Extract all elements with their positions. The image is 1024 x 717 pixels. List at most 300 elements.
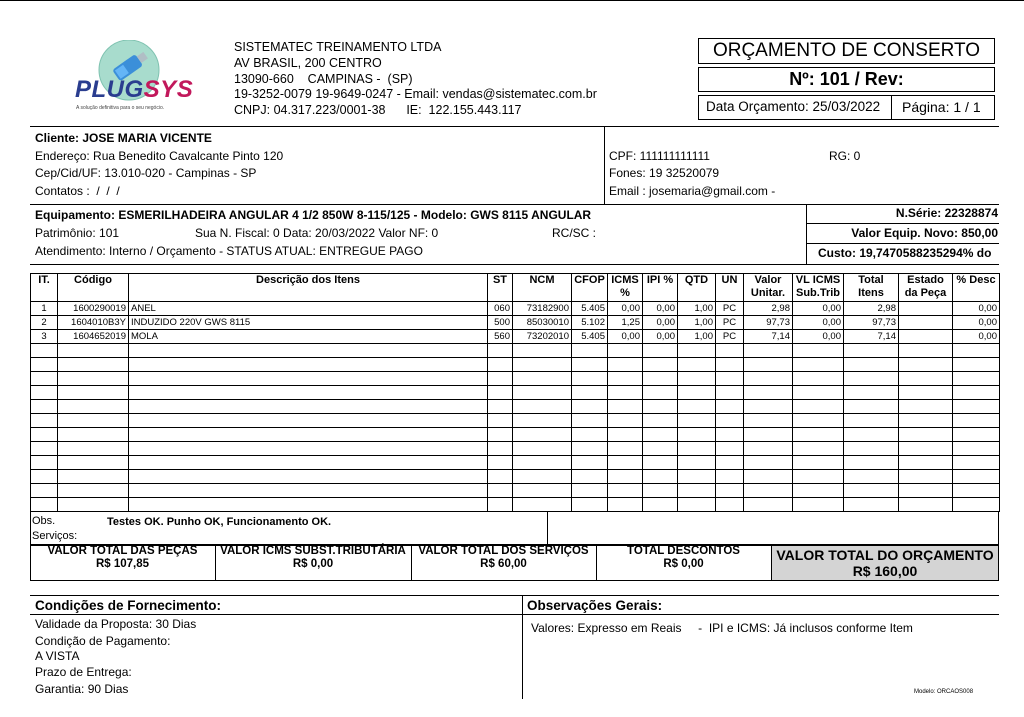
empty-cell bbox=[129, 428, 488, 442]
obs-divider bbox=[547, 511, 548, 545]
empty-cell bbox=[608, 428, 643, 442]
cell-desc: 0,00 bbox=[953, 330, 1000, 344]
cell-un: PC bbox=[716, 302, 744, 316]
empty-cell bbox=[572, 442, 608, 456]
empty-cell bbox=[643, 470, 678, 484]
col-header-estado-peca: Estado da Peça bbox=[899, 274, 953, 302]
empty-cell bbox=[572, 386, 608, 400]
col-header-valor-unitar: Valor Unitar. bbox=[744, 274, 793, 302]
empty-cell bbox=[716, 442, 744, 456]
cell-total-itens: 7,14 bbox=[844, 330, 899, 344]
observations-title: Observações Gerais: bbox=[527, 598, 663, 613]
cell-icms: 1,25 bbox=[608, 316, 643, 330]
cell-vl-icms-sub: 0,00 bbox=[793, 316, 844, 330]
total-descontos bbox=[596, 545, 771, 581]
obs-label: Obs. bbox=[32, 515, 56, 527]
cell-vl-icms-sub: 0,00 bbox=[793, 330, 844, 344]
cell-estado-peca bbox=[899, 330, 953, 344]
cell-cfop: 5.405 bbox=[572, 330, 608, 344]
obs-text: Testes OK. Punho OK, Funcionamento OK. bbox=[107, 516, 332, 528]
empty-cell bbox=[643, 498, 678, 512]
total-servicos bbox=[411, 545, 596, 581]
empty-cell bbox=[643, 484, 678, 498]
empty-cell bbox=[58, 344, 129, 358]
empty-cell bbox=[643, 428, 678, 442]
total-pecas bbox=[30, 545, 215, 581]
col-header-qtd: QTD bbox=[678, 274, 716, 302]
equipment-atendimento: Atendimento: Interno / Orçamento - STATUS ATUAL: ENTREGUE PAGO bbox=[35, 244, 423, 258]
empty-cell bbox=[608, 400, 643, 414]
empty-cell bbox=[793, 414, 844, 428]
cell-it: 2 bbox=[31, 316, 58, 330]
equipment-patrimonio: Patrimônio: 101 bbox=[35, 226, 120, 240]
empty-cell bbox=[844, 386, 899, 400]
empty-cell bbox=[488, 484, 513, 498]
empty-cell bbox=[513, 470, 572, 484]
empty-table-row bbox=[31, 428, 1000, 442]
empty-cell bbox=[844, 498, 899, 512]
client-contacts: Contatos : / / / bbox=[35, 184, 120, 198]
empty-cell bbox=[744, 498, 793, 512]
equipment-serie: N.Série: 22328874 bbox=[895, 206, 998, 220]
cell-valor-unitar: 97,73 bbox=[744, 316, 793, 330]
company-cnpj: CNPJ: 04.317.223/0001-38 IE: 122.155.443.117 bbox=[234, 103, 522, 118]
empty-cell bbox=[488, 358, 513, 372]
empty-cell bbox=[716, 372, 744, 386]
empty-cell bbox=[844, 414, 899, 428]
empty-cell bbox=[58, 358, 129, 372]
empty-cell bbox=[129, 372, 488, 386]
empty-cell bbox=[608, 358, 643, 372]
empty-cell bbox=[31, 386, 58, 400]
items-table bbox=[30, 273, 1000, 512]
empty-cell bbox=[678, 358, 716, 372]
company-name: SISTEMATEC TREINAMENTO LTDA bbox=[234, 40, 442, 54]
empty-cell bbox=[129, 358, 488, 372]
empty-cell bbox=[513, 484, 572, 498]
empty-cell bbox=[793, 498, 844, 512]
empty-cell bbox=[716, 358, 744, 372]
empty-cell bbox=[716, 414, 744, 428]
doc-date: Data Orçamento: 25/03/2022 bbox=[706, 99, 881, 114]
conditions-title: Condições de Fornecimento: bbox=[35, 598, 222, 613]
empty-cell bbox=[844, 400, 899, 414]
empty-cell bbox=[953, 456, 1000, 470]
client-cep: Cep/Cid/UF: 13.010-020 - Campinas - SP bbox=[35, 166, 257, 180]
table-row bbox=[31, 316, 1000, 330]
empty-table-row bbox=[31, 498, 1000, 512]
empty-cell bbox=[678, 400, 716, 414]
empty-table-row bbox=[31, 414, 1000, 428]
empty-cell bbox=[129, 470, 488, 484]
empty-cell bbox=[716, 484, 744, 498]
empty-cell bbox=[488, 386, 513, 400]
empty-cell bbox=[58, 414, 129, 428]
empty-cell bbox=[744, 428, 793, 442]
empty-cell bbox=[744, 442, 793, 456]
empty-cell bbox=[953, 470, 1000, 484]
table-row bbox=[31, 302, 1000, 316]
conditions-validade: Validade da Proposta: 30 Dias bbox=[35, 617, 197, 631]
empty-cell bbox=[129, 344, 488, 358]
empty-cell bbox=[744, 414, 793, 428]
cell-descricao: ANEL bbox=[129, 302, 488, 316]
empty-cell bbox=[58, 442, 129, 456]
doc-page: Página: 1 / 1 bbox=[902, 99, 981, 115]
empty-cell bbox=[608, 470, 643, 484]
cell-desc: 0,00 bbox=[953, 302, 1000, 316]
empty-cell bbox=[793, 344, 844, 358]
client-email: Email : josemaria@gmail.com - bbox=[609, 184, 776, 198]
company-address: AV BRASIL, 200 CENTRO bbox=[234, 55, 382, 70]
col-header-ncm: NCM bbox=[513, 274, 572, 302]
empty-cell bbox=[513, 358, 572, 372]
empty-table-row bbox=[31, 456, 1000, 470]
cell-estado-peca bbox=[899, 302, 953, 316]
client-address: Endereço: Rua Benedito Cavalcante Pinto 120 bbox=[35, 149, 284, 163]
empty-cell bbox=[678, 470, 716, 484]
col-header-st: ST bbox=[488, 274, 513, 302]
total-icms bbox=[215, 545, 411, 581]
empty-cell bbox=[793, 456, 844, 470]
cell-cfop: 5.405 bbox=[572, 302, 608, 316]
empty-cell bbox=[678, 498, 716, 512]
empty-cell bbox=[899, 484, 953, 498]
col-header-it: IT. bbox=[31, 274, 58, 302]
empty-table-row bbox=[31, 470, 1000, 484]
empty-cell bbox=[488, 414, 513, 428]
empty-cell bbox=[608, 414, 643, 428]
client-name: Cliente: JOSE MARIA VICENTE bbox=[35, 131, 212, 145]
empty-cell bbox=[608, 386, 643, 400]
equipment-right-line-1 bbox=[806, 223, 999, 224]
client-divider bbox=[604, 126, 605, 204]
empty-cell bbox=[899, 344, 953, 358]
conditions-header-line bbox=[30, 614, 999, 615]
empty-cell bbox=[58, 428, 129, 442]
empty-cell bbox=[129, 442, 488, 456]
empty-cell bbox=[488, 344, 513, 358]
empty-table-row bbox=[31, 358, 1000, 372]
empty-table-row bbox=[31, 386, 1000, 400]
empty-cell bbox=[488, 400, 513, 414]
cell-codigo: 1604010B3Y bbox=[58, 316, 129, 330]
equipment-top-line bbox=[30, 204, 999, 205]
empty-cell bbox=[953, 344, 1000, 358]
cell-descricao: INDUZIDO 220V GWS 8115 bbox=[129, 316, 488, 330]
empty-cell bbox=[793, 372, 844, 386]
empty-cell bbox=[643, 442, 678, 456]
empty-cell bbox=[716, 344, 744, 358]
empty-cell bbox=[953, 442, 1000, 456]
col-header-vl-icms-sub: VL ICMS Sub.Trib bbox=[793, 274, 844, 302]
empty-cell bbox=[643, 386, 678, 400]
empty-cell bbox=[844, 344, 899, 358]
empty-cell bbox=[744, 358, 793, 372]
total-icms-value: R$ 0,00 bbox=[292, 558, 334, 570]
empty-cell bbox=[953, 358, 1000, 372]
empty-cell bbox=[129, 386, 488, 400]
empty-cell bbox=[513, 498, 572, 512]
col-header-descricao: Descrição dos Itens bbox=[129, 274, 488, 302]
footer-model: Modelo: ORCAOS008 bbox=[914, 689, 974, 695]
empty-cell bbox=[58, 372, 129, 386]
empty-cell bbox=[793, 428, 844, 442]
client-cpf: CPF: 111111111111 bbox=[609, 149, 710, 163]
equipment-custo: Custo: 19,7470588235294% do bbox=[818, 246, 992, 260]
table-row bbox=[31, 330, 1000, 344]
empty-cell bbox=[899, 470, 953, 484]
empty-cell bbox=[678, 428, 716, 442]
cell-ipi: 0,00 bbox=[643, 330, 678, 344]
empty-cell bbox=[844, 456, 899, 470]
cell-valor-unitar: 7,14 bbox=[744, 330, 793, 344]
empty-cell bbox=[953, 428, 1000, 442]
empty-cell bbox=[678, 484, 716, 498]
conditions-top-line bbox=[30, 595, 999, 596]
client-top-line bbox=[30, 126, 999, 127]
empty-cell bbox=[513, 414, 572, 428]
equipment-title: Equipamento: ESMERILHADEIRA ANGULAR 4 1/2 850W 8-115/125 - Modelo: GWS 8115 ANGULAR bbox=[35, 208, 592, 222]
empty-cell bbox=[513, 442, 572, 456]
total-orcamento-value: R$ 160,00 bbox=[852, 563, 918, 579]
conditions-pagamento: Condição de Pagamento: bbox=[35, 634, 171, 648]
cell-qtd: 1,00 bbox=[678, 316, 716, 330]
empty-cell bbox=[572, 428, 608, 442]
empty-cell bbox=[129, 414, 488, 428]
empty-cell bbox=[58, 386, 129, 400]
client-rg: RG: 0 bbox=[829, 149, 861, 163]
cell-st: 500 bbox=[488, 316, 513, 330]
cell-un: PC bbox=[716, 330, 744, 344]
empty-cell bbox=[793, 470, 844, 484]
empty-cell bbox=[608, 442, 643, 456]
empty-cell bbox=[844, 442, 899, 456]
empty-cell bbox=[899, 498, 953, 512]
empty-cell bbox=[793, 386, 844, 400]
col-header-total-itens: Total Itens bbox=[844, 274, 899, 302]
company-contact: 19-3252-0079 19-9649-0247 - Email: vendas@sistematec.com.br bbox=[234, 87, 597, 102]
empty-cell bbox=[844, 428, 899, 442]
empty-cell bbox=[844, 358, 899, 372]
empty-cell bbox=[488, 498, 513, 512]
cell-it: 3 bbox=[31, 330, 58, 344]
col-header-codigo: Código bbox=[58, 274, 129, 302]
company-city: 13090-660 CAMPINAS - (SP) bbox=[234, 71, 413, 86]
empty-cell bbox=[513, 386, 572, 400]
logo-wordmark: PLUGSYS bbox=[75, 76, 194, 103]
cell-total-itens: 2,98 bbox=[844, 302, 899, 316]
empty-cell bbox=[572, 484, 608, 498]
empty-cell bbox=[572, 400, 608, 414]
empty-cell bbox=[31, 358, 58, 372]
obs-services-label: Serviços: bbox=[32, 530, 78, 542]
equipment-right-line-2 bbox=[806, 243, 999, 244]
empty-cell bbox=[716, 456, 744, 470]
empty-cell bbox=[58, 470, 129, 484]
empty-cell bbox=[513, 428, 572, 442]
equipment-rcsc: RC/SC : bbox=[552, 226, 597, 240]
equipment-nf: Sua N. Fiscal: 0 Data: 20/03/2022 Valor NF: 0 bbox=[195, 226, 439, 240]
total-servicos-value: R$ 60,00 bbox=[480, 558, 527, 570]
empty-cell bbox=[58, 400, 129, 414]
company-logo bbox=[72, 40, 194, 115]
empty-cell bbox=[513, 456, 572, 470]
conditions-prazo: Prazo de Entrega: bbox=[35, 665, 132, 679]
empty-cell bbox=[953, 484, 1000, 498]
cell-ipi: 0,00 bbox=[643, 302, 678, 316]
cell-total-itens: 97,73 bbox=[844, 316, 899, 330]
empty-cell bbox=[953, 498, 1000, 512]
cell-un: PC bbox=[716, 316, 744, 330]
empty-cell bbox=[793, 400, 844, 414]
col-header-icms: ICMS % bbox=[608, 274, 643, 302]
empty-cell bbox=[678, 344, 716, 358]
empty-cell bbox=[716, 400, 744, 414]
empty-cell bbox=[716, 386, 744, 400]
total-descontos-value: R$ 0,00 bbox=[663, 558, 704, 570]
empty-cell bbox=[58, 498, 129, 512]
col-header-cfop: CFOP bbox=[572, 274, 608, 302]
empty-cell bbox=[513, 372, 572, 386]
observations-text: Valores: Expresso em Reais - IPI e ICMS: Já inclusos conforme Item bbox=[531, 621, 913, 635]
empty-cell bbox=[572, 414, 608, 428]
equipment-divider bbox=[806, 204, 807, 264]
empty-cell bbox=[31, 414, 58, 428]
empty-cell bbox=[899, 456, 953, 470]
company-info bbox=[234, 40, 597, 119]
conditions-divider bbox=[522, 595, 523, 699]
empty-cell bbox=[488, 372, 513, 386]
empty-cell bbox=[899, 428, 953, 442]
empty-cell bbox=[572, 498, 608, 512]
empty-cell bbox=[488, 442, 513, 456]
empty-cell bbox=[572, 470, 608, 484]
col-header-desc: % Desc bbox=[953, 274, 1000, 302]
empty-cell bbox=[643, 414, 678, 428]
empty-table-row bbox=[31, 372, 1000, 386]
empty-cell bbox=[899, 414, 953, 428]
empty-cell bbox=[488, 470, 513, 484]
empty-cell bbox=[744, 484, 793, 498]
empty-cell bbox=[744, 344, 793, 358]
empty-cell bbox=[31, 344, 58, 358]
empty-cell bbox=[608, 372, 643, 386]
items-body bbox=[31, 302, 1000, 512]
doc-title: ORÇAMENTO DE CONSERTO bbox=[698, 38, 995, 64]
cell-ncm: 73182900 bbox=[513, 302, 572, 316]
empty-table-row bbox=[31, 400, 1000, 414]
empty-cell bbox=[58, 456, 129, 470]
empty-cell bbox=[31, 400, 58, 414]
empty-cell bbox=[716, 470, 744, 484]
empty-cell bbox=[899, 442, 953, 456]
empty-cell bbox=[513, 400, 572, 414]
empty-table-row bbox=[31, 442, 1000, 456]
total-servicos-label: VALOR TOTAL DOS SERVIÇOS bbox=[418, 545, 589, 557]
empty-cell bbox=[643, 456, 678, 470]
total-pecas-value: R$ 107,85 bbox=[95, 558, 150, 570]
empty-cell bbox=[793, 442, 844, 456]
empty-cell bbox=[643, 358, 678, 372]
empty-cell bbox=[953, 372, 1000, 386]
empty-cell bbox=[899, 372, 953, 386]
client-phones: Fones: 19 32520079 bbox=[609, 166, 720, 180]
doc-number: Nº: 101 / Rev: bbox=[698, 67, 995, 92]
cell-ncm: 73202010 bbox=[513, 330, 572, 344]
empty-cell bbox=[744, 456, 793, 470]
empty-cell bbox=[129, 456, 488, 470]
total-orcamento-label: VALOR TOTAL DO ORÇAMENTO bbox=[776, 547, 994, 563]
empty-cell bbox=[31, 372, 58, 386]
cell-ipi: 0,00 bbox=[643, 316, 678, 330]
empty-cell bbox=[643, 344, 678, 358]
empty-cell bbox=[678, 414, 716, 428]
col-header-ipi: IPI % bbox=[643, 274, 678, 302]
doc-meta-divider bbox=[891, 95, 892, 120]
cell-it: 1 bbox=[31, 302, 58, 316]
cell-desc: 0,00 bbox=[953, 316, 1000, 330]
empty-cell bbox=[572, 456, 608, 470]
cell-vl-icms-sub: 0,00 bbox=[793, 302, 844, 316]
cell-icms: 0,00 bbox=[608, 330, 643, 344]
items-header-row bbox=[31, 274, 1000, 302]
empty-cell bbox=[31, 428, 58, 442]
empty-cell bbox=[31, 456, 58, 470]
cell-qtd: 1,00 bbox=[678, 302, 716, 316]
empty-cell bbox=[899, 386, 953, 400]
empty-cell bbox=[643, 372, 678, 386]
page-top-border bbox=[0, 0, 1024, 1]
empty-cell bbox=[608, 456, 643, 470]
cell-descricao: MOLA bbox=[129, 330, 488, 344]
empty-cell bbox=[678, 372, 716, 386]
empty-cell bbox=[608, 484, 643, 498]
empty-table-row bbox=[31, 344, 1000, 358]
empty-cell bbox=[953, 400, 1000, 414]
cell-valor-unitar: 2,98 bbox=[744, 302, 793, 316]
empty-cell bbox=[678, 456, 716, 470]
total-orcamento bbox=[771, 547, 999, 583]
cell-codigo: 1600290019 bbox=[58, 302, 129, 316]
logo-tagline: A solução definitiva para o seu negócio. bbox=[76, 105, 165, 111]
empty-cell bbox=[899, 358, 953, 372]
empty-cell bbox=[793, 484, 844, 498]
empty-cell bbox=[678, 442, 716, 456]
empty-cell bbox=[572, 358, 608, 372]
empty-cell bbox=[744, 400, 793, 414]
empty-cell bbox=[488, 428, 513, 442]
empty-cell bbox=[844, 484, 899, 498]
empty-cell bbox=[572, 372, 608, 386]
empty-cell bbox=[31, 442, 58, 456]
cell-codigo: 1604652019 bbox=[58, 330, 129, 344]
empty-cell bbox=[608, 498, 643, 512]
empty-cell bbox=[844, 470, 899, 484]
empty-cell bbox=[488, 456, 513, 470]
conditions-garantia: Garantia: 90 Dias bbox=[35, 682, 129, 696]
empty-table-row bbox=[31, 484, 1000, 498]
empty-cell bbox=[129, 400, 488, 414]
empty-cell bbox=[513, 344, 572, 358]
empty-cell bbox=[953, 414, 1000, 428]
cell-cfop: 5.102 bbox=[572, 316, 608, 330]
empty-cell bbox=[129, 498, 488, 512]
conditions-pagamento-value: A VISTA bbox=[35, 649, 80, 663]
empty-cell bbox=[744, 470, 793, 484]
cell-icms: 0,00 bbox=[608, 302, 643, 316]
empty-cell bbox=[31, 498, 58, 512]
